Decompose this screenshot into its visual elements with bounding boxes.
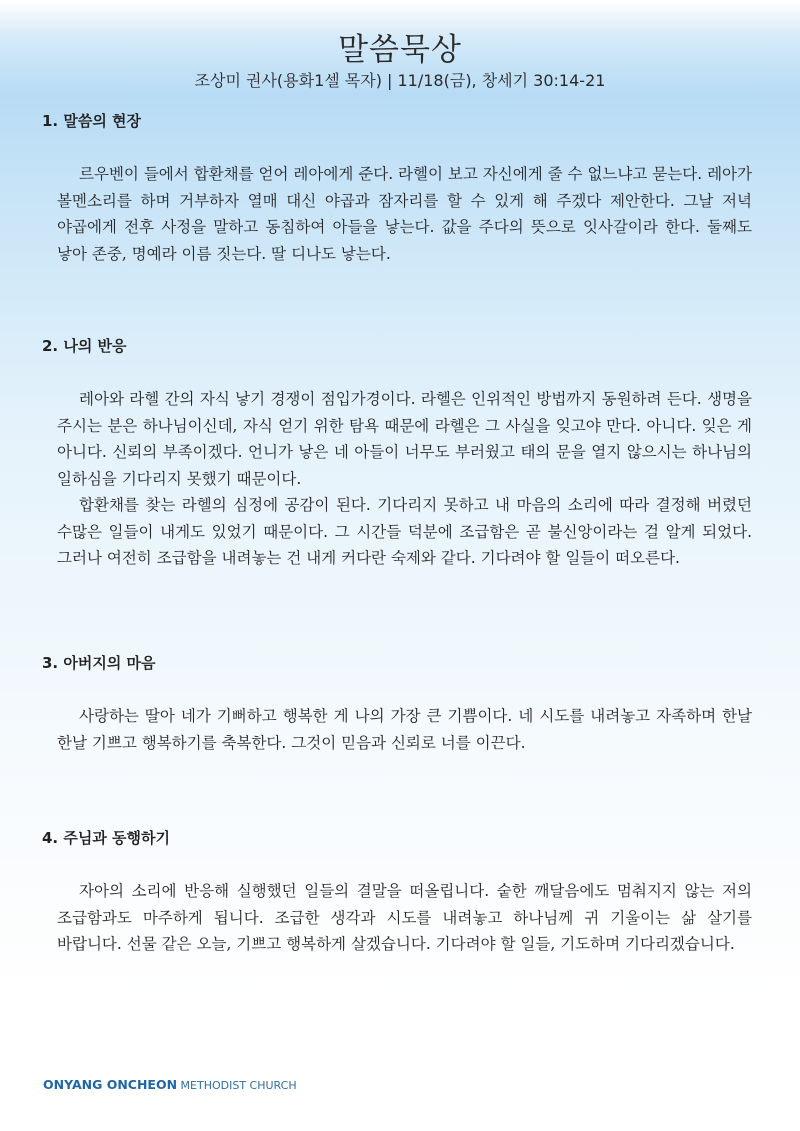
- section-paragraph: 합환채를 찾는 라헬의 심정에 공감이 된다. 기다리지 못하고 내 마음의 소리에 따라 결정해 버렸던 수많은 일들이 내게도 있었기 때문이다. 그 시간들 덕분에 조급함은 곧 불신앙이라는 걸 알게 되었다. 그러나 여전히 조급함을 내려놓는 건 내게 커다란 숙제와 같다. 기다려야 할 일들이 떠오른다.: [57, 496, 752, 567]
- section-title: 3. 아버지의 마음: [42, 654, 156, 672]
- section-paragraph: 레아와 라헬 간의 자식 낳기 경쟁이 점입가경이다. 라헬은 인위적인 방법까지 동원하려 든다. 생명을 주시는 분은 하나님이신데, 자식 얻기 위한 탐욕 때문에 라헬은 그 사실을 잊고야 만다. 아니다. 잊은 게 아니다. 신뢰의 부족이겠다. 언니가 낳은 네 아들이 너무도 부러웠고 태의 문을 열지 않으시는 하나님의 일하심을 기다리지 못했기 때문이다.: [57, 390, 752, 488]
- church-type: METHODIST CHURCH: [180, 1079, 297, 1092]
- page-subtitle: 조상미 권사(용화1셀 목자) | 11/18(금), 창세기 30:14-21: [194, 71, 606, 90]
- section-my-response: [42, 335, 752, 572]
- section-fathers-heart: [42, 652, 752, 756]
- page-header: [0, 0, 800, 100]
- section-paragraph: 사랑하는 딸아 네가 기뻐하고 행복한 게 나의 가장 큰 기쁨이다. 네 시도를 내려놓고 자족하며 한날 한날 기쁘고 행복하기를 축복한다. 그것이 믿음과 신뢰로 너를 이끈다.: [57, 707, 752, 752]
- church-name: ONYANG ONCHEON: [43, 1077, 178, 1092]
- section-word-scene: [42, 110, 752, 267]
- section-title: 4. 주님과 동행하기: [42, 829, 171, 847]
- section-paragraph: 자아의 소리에 반응해 실행했던 일들의 결말을 떠올립니다. 숱한 깨달음에도 멈춰지지 않는 저의 조급함과도 마주하게 됩니다. 조급한 생각과 시도를 내려놓고 하나님께 귀 기울이는 삶 살기를 바랍니다. 선물 같은 오늘, 기쁘고 행복하게 살겠습니다. 기다려야 할 일들, 기도하며 기다리겠습니다.: [57, 882, 752, 953]
- section-walk-with-lord: [42, 827, 752, 958]
- section-title: 1. 말씀의 현장: [42, 112, 142, 130]
- footer-church-logo: [43, 1077, 297, 1092]
- page-title: 말씀묵상: [338, 32, 462, 68]
- section-paragraph: 르우벤이 들에서 합환채를 얻어 레아에게 준다. 라헬이 보고 자신에게 줄 수 없느냐고 묻는다. 레아가 볼멘소리를 하며 거부하자 열매 대신 야곱과 잠자리를 할 수 있게 해 주겠다 제안한다. 그날 저녁 야곱에게 전후 사정을 말하고 동침하여 아들을 낳는다. 값을 주다의 뜻으로 잇사갈이라 한다. 둘째도 낳아 존중, 명예라 이름 짓는다. 딸 디나도 낳는다.: [57, 165, 752, 263]
- section-title: 2. 나의 반응: [42, 337, 127, 355]
